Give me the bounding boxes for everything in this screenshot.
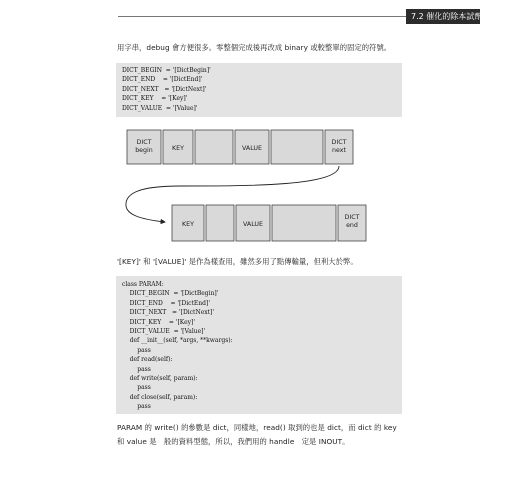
- paragraph-param-line1: PARAM 的 write() 的參數是 dict，同樣地，read() 取到的也是 dict，而 dict 的 key: [117, 423, 397, 432]
- page-number: 7-3: [488, 12, 502, 21]
- cell-key-label: KEY: [172, 145, 184, 152]
- paragraph-intro: 用字串，debug 會方便很多。零整個完成後再改成 binary 或較整單的固定的符號。: [117, 43, 392, 52]
- cell-empty: [206, 205, 234, 241]
- cell-key-label: KEY: [182, 221, 194, 228]
- cell-dict-end-label: DICT end: [344, 214, 360, 229]
- section-title: 催化的除本試劑: [426, 12, 483, 21]
- diagram-row-2: [172, 205, 366, 241]
- paragraph-key-value-note: '[KEY]' 和 '[VALUE]' 是作為樣查用，雖然多用了點傳輸量，但利大於弊。: [117, 257, 358, 266]
- section-number: 7.2: [411, 12, 424, 21]
- diagram-row-1: [127, 130, 353, 164]
- code-text: DICT_BEGIN = '[DictBegin]' DICT_END = '[DictEnd]' DICT_NEXT = '[DictNext]' DICT_KEY = '[Key]' DICT_VALUE = '[Value]': [122, 67, 211, 112]
- cell-dict-next-label: DICT next: [331, 139, 347, 154]
- cell-empty: [195, 130, 233, 164]
- paragraph-param-line2: 和 value 是 般的資料型態，所以，我們用的 handle 定是 INOUT。: [117, 437, 350, 446]
- cell-empty: [271, 130, 323, 164]
- code-text: class PARAM: DICT_BEGIN = '[DictBegin]' DICT_END = '[DictEnd]' DICT_NEXT = '[DictNext]' DICT_KEY = '[Key]' DICT_VALUE = '[Value]' def __init__(self, *args, **kwargs): pass def read(self): pass def write(self, param): pass def close(self, param): pass: [122, 281, 233, 411]
- cell-empty: [272, 205, 336, 241]
- code-block-param-class: [116, 276, 402, 414]
- cell-value-label: VALUE: [243, 221, 263, 228]
- cell-value-label: VALUE: [242, 145, 262, 152]
- cell-dict-begin-label: DICT begin: [135, 139, 153, 154]
